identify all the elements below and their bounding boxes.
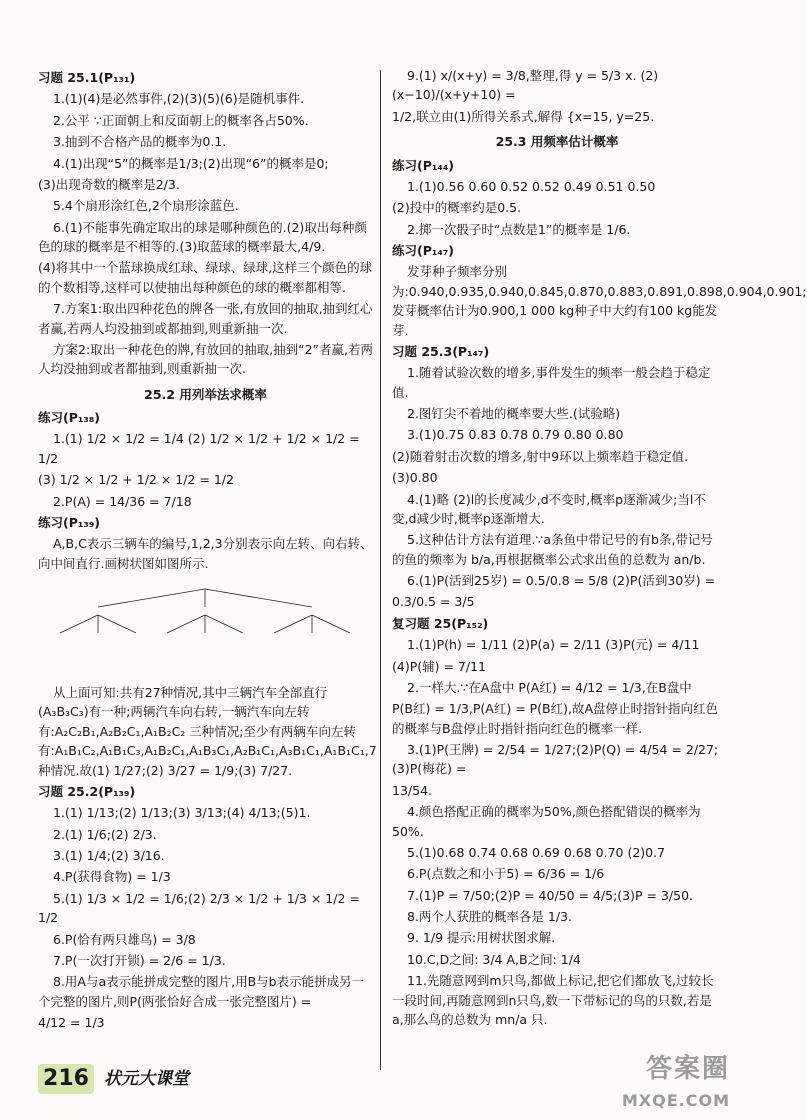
answer-line: 3.(1)0.75 0.83 0.78 0.79 0.80 0.80 <box>407 427 624 443</box>
left-column <box>38 66 377 1034</box>
answer-line: 5.这种估计方法有道理.∵a条鱼中带记号的有b条,带记号的鱼的频率为 b/a,再根据概率公式求出鱼的总数为 an/b. <box>392 532 713 567</box>
answer-line: 2.掷一次骰子时“点数是1”的概率是 1/6. <box>407 221 631 237</box>
answer-line: 1.随着试验次数的增多,事件发生的频率一般会趋于稳定值. <box>392 365 711 400</box>
answer-line: 2.公平 ∵正面朝上和反面朝上的概率各占50%. <box>53 112 309 128</box>
watermark-text: 答案圈 <box>645 1053 730 1084</box>
answer-line: (3)出现奇数的概率是2/3. <box>38 176 180 192</box>
answer-line: 0.3/0.5 = 3/5 <box>392 594 475 610</box>
answer-line: 5.(1) 1/3 × 1/2 = 1/6;(2) 2/3 × 1/2 + 1/3 × 1/2 = 1/2 <box>38 890 360 926</box>
answer-line: 9. 1/9 提示:用树状图求解. <box>407 930 556 946</box>
column-divider <box>380 70 381 1070</box>
section-25-3-title: 25.3 用频率估计概率 <box>495 134 619 150</box>
answer-line: 6.(1)不能事先确定取出的球是哪种颜色的.(2)取出每种颜色的球的概率是不相等的.(3)取蓝球的概率最大,4/9. <box>38 219 367 254</box>
practice-p139-heading: 练习(P₁₃₉) <box>38 514 101 530</box>
answer-line: 4.P(获得食物) = 1/3 <box>53 869 171 885</box>
answer-line: 4/12 = 1/3 <box>38 1015 105 1030</box>
answer-line: (2)投中的概率约是0.5. <box>392 200 522 216</box>
right-column <box>392 66 807 1031</box>
answer-line: 7.P(一次打开锁) = 2/6 = 1/3. <box>53 952 226 968</box>
answer-line: 发芽种子频率分别为:0.940,0.935,0.940,0.845,0.870,0.883,0.891,0.898,0.904,0.901;发芽概率估计为0.900,1 000 kg种子中大约有100 kg能发芽. <box>392 264 807 338</box>
answer-line: 9.(1) x/(x+y) = 3/8,整理,得 y = 5/3 x. (2) (x−10)/(x+y+10) = <box>392 68 659 103</box>
answer-line: (3)0.80 <box>392 470 438 486</box>
answer-line: (4)P(辅) = 7/11 <box>392 658 486 674</box>
answer-line: 11.先随意网到m只鸟,都做上标记,把它们都放飞,过较长一段时间,再随意网到n只鸟,数一下带标记的鸟的只数,若是a,那么鸟的总数为 mn/a 只. <box>392 973 714 1027</box>
answer-line: 1.(1) 1/13;(2) 1/13;(3) 3/13;(4) 4/13;(5)1. <box>53 805 311 821</box>
answer-line: 2.(1) 1/6;(2) 2/3. <box>53 826 157 842</box>
answer-line: 3.(1) 1/4;(2) 3/16. <box>53 848 165 863</box>
answer-line: 4.(1)出现“5”的概率是1/3;(2)出现“6”的概率是0; <box>53 155 329 171</box>
answer-line: 1.(1)0.56 0.60 0.52 0.52 0.49 0.51 0.50 <box>407 178 656 194</box>
answer-line: 2.P(A) = 14/36 = 7/18 <box>53 493 192 509</box>
exercise-25-1-heading: 习题 25.1(P₁₃₁) <box>38 70 136 85</box>
answer-line: 7.(1)P = 7/50;(2)P = 40/50 = 4/5;(3)P = 3/50. <box>407 887 694 903</box>
answer-line: (3) 1/2 × 1/2 + 1/2 × 1/2 = 1/2 <box>38 472 234 488</box>
review-25-heading: 复习题 25(P₁₅₂) <box>392 615 489 631</box>
answer-line: 2.图钉尖不着地的概率要大些.(试验略) <box>407 406 621 421</box>
answer-line: 3.抽到不合格产品的概率为0.1. <box>53 134 227 150</box>
answer-line: 7.方案1:取出四种花色的牌各一张,有放回的抽取,抽到红心者赢,若两人均没抽到或都抽到,则重新抽一次. <box>38 301 373 336</box>
answer-line: 1.(1)(4)是必然事件,(2)(3)(5)(6)是随机事件. <box>53 91 305 107</box>
practice-p138-heading: 练习(P₁₃₈) <box>38 410 101 425</box>
tree-diagram <box>38 577 373 677</box>
answer-line: A,B,C表示三辆车的编号,1,2,3分别表示向左转、向右转、向中间直行.画树状图如图所示. <box>38 536 373 571</box>
brand-logo: 状元大课堂 <box>104 1068 189 1089</box>
answer-line: 1/2,联立由(1)所得关系式,解得 {x=15, y=25. <box>392 108 655 124</box>
answer-line: 从上面可知:共有27种情况,其中三辆汽车全部直行(A₃B₃C₃)有一种;两辆汽车向右转,一辆汽车向左转有:A₂C₂B₁,A₂B₂C₁,A₁B₂C₂ 三种情况;至少有两辆车向左转有:A₁B₁C₂,A₁B₁C₃,A₁B₂C₁,A₁B₃C₁,A₂B₁C₁,A₃B₁C₁,A₁B₁C₁,7种情况.故(1) 1/27;(2) 3/27 = 1/9;(3) 7/27. <box>38 685 377 778</box>
answer-line: (2)随着射击次数的增多,射中9环以上频率趋于稳定值. <box>392 448 689 464</box>
answer-line: 5.(1)0.68 0.74 0.68 0.69 0.68 0.70 (2)0.7 <box>407 844 666 860</box>
answer-line: 6.P(恰有两只雄鸟) = 3/8 <box>53 931 196 947</box>
section-25-2-title: 25.2 用列举法求概率 <box>144 386 267 402</box>
answer-line: 4.(1)略 (2)l的长度减少,d不变时,概率p逐渐减少;当l不变,d减少时,概率p逐渐增大. <box>392 491 706 526</box>
answer-line: 6.(1)P(活到25岁) = 0.5/0.8 = 5/8 (2)P(活到30岁) = <box>407 573 716 588</box>
answer-line: 13/54. <box>392 782 432 798</box>
answer-line: 8.用A与a表示能拼成完整的图片,用B与b表示能拼成另一个完整的图片,则P(两张恰好合成一张完整图片) = <box>38 974 365 1009</box>
answer-line: (4)将其中一个蓝球换成红球、绿球、绿球,这样三个颜色的球的个数相等,这样可以使抽出每种颜色的球的概率都相等. <box>38 260 373 295</box>
watermark-url: MXQE.COM <box>621 1091 730 1111</box>
answer-line: 5.4个扇形涂红色,2个扇形涂蓝色. <box>53 198 239 214</box>
practice-p147-heading: 练习(P₁₄₇) <box>392 243 455 258</box>
exercise-25-2-heading: 习题 25.2(P₁₃₉) <box>38 783 136 799</box>
exercise-25-3-heading: 习题 25.3(P₁₄₇) <box>392 343 490 359</box>
answer-line: 1.(1)P(h) = 1/11 (2)P(a) = 2/11 (3)P(元) = 4/11 <box>407 637 700 653</box>
answer-line: 4.颜色搭配正确的概率为50%,颜色搭配错误的概率为50%. <box>392 804 701 839</box>
page-number: 216 <box>38 1064 94 1094</box>
page-footer <box>0 1053 750 1120</box>
answer-line: 6.P(点数之和小于5) = 6/36 = 1/6 <box>407 866 605 882</box>
answer-line: 10.C,D之间: 3/4 A,B之间: 1/4 <box>407 951 581 967</box>
answer-line: 8.两个人获胜的概率各是 1/3. <box>407 909 572 924</box>
answer-line: 方案2:取出一种花色的牌,有放回的抽取,抽到“2”者赢,若两人均没抽到或者都抽到,则重新抽一次. <box>38 341 373 377</box>
answer-line: 2.一样大.∵在A盘中 P(A红) = 4/12 = 1/3,在B盘中 <box>407 679 692 695</box>
answer-line: 1.(1) 1/2 × 1/2 = 1/4 (2) 1/2 × 1/2 + 1/2 × 1/2 = 1/2 <box>38 431 360 466</box>
answer-line: 3.(1)P(王牌) = 2/54 = 1/27;(2)P(Q) = 4/54 = 2/27;(3)P(梅花) = <box>392 742 719 777</box>
watermark <box>622 1049 730 1114</box>
answer-line: P(B红) = 1/3,P(A红) = P(B红),故A盘停止时指针指向红色的概率与B盘停止时指针指向红色的概率一样. <box>392 701 719 736</box>
practice-p144-heading: 练习(P₁₄₄) <box>392 157 455 173</box>
